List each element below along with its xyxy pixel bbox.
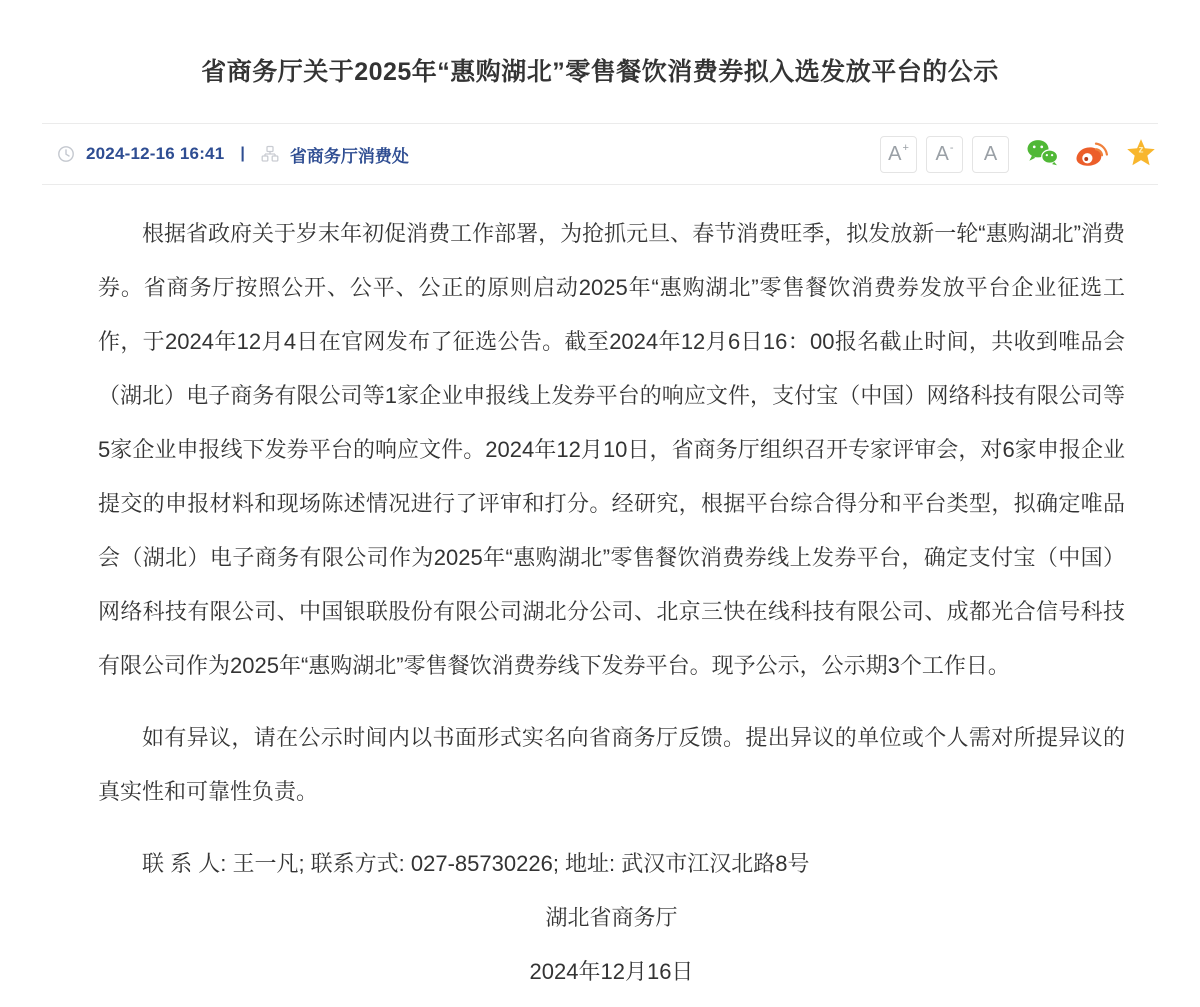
signature: 湖北省商务厅 xyxy=(545,905,678,931)
weibo-share-button[interactable] xyxy=(1076,139,1107,170)
weibo-icon xyxy=(1075,139,1108,170)
qzone-share-button[interactable] xyxy=(1125,139,1156,170)
font-decrease-sup: - xyxy=(949,141,954,154)
font-increase-label: A xyxy=(888,143,902,166)
signature-date: 2024年12月16日 xyxy=(529,959,694,985)
wechat-share-button[interactable] xyxy=(1027,139,1058,170)
meta-left xyxy=(57,142,409,167)
font-default-button[interactable] xyxy=(972,136,1009,173)
article-paragraph-2: 如有异议，请在公示时间内以书面形式实名向省商务厅反馈。提出异议的单位或个人需对所提异议的真实性和可靠性负责。 xyxy=(98,725,1125,805)
meta-bar xyxy=(42,123,1158,185)
font-default-label: A xyxy=(983,143,998,166)
font-decrease-label: A xyxy=(935,143,949,166)
svg-text:z: z xyxy=(1138,144,1143,156)
contact-line: 联 系 人: 王一凡; 联系方式: 027-85730226; 地址: 武汉市江汉北路8号 xyxy=(142,851,810,877)
page-title: 省商务厅关于2025年“惠购湖北”零售餐饮消费券拟入选发放平台的公示 xyxy=(201,58,999,86)
article-paragraph-1: 根据省政府关于岁末年初促消费工作部署，为抢抓元旦、春节消费旺季，拟发放新一轮“惠购湖北”消费券。省商务厅按照公开、公平、公正的原则启动2025年“惠购湖北”零售餐饮消费券发放平台企业征选工作，于2024年12月4日在官网发布了征选公告。截至2024年12月6日16：00报名截止时间，共收到唯品会（湖北）电子商务有限公司等1家企业申报线上发券平台的响应文件，支付宝（中国）网络科技有限公司等5家企业申报线下发券平台的响应文件。2024年12月10日，省商务厅组织召开专家评审会，对6家申报企业提交的申报材料和现场陈述情况进行了评审和打分。经研究，根据平台综合得分和平台类型，拟确定唯品会（湖北）电子商务有限公司作为2025年“惠购湖北”零售餐饮消费券线上发券平台，确定支付宝（中国）网络科技有限公司、中国银联股份有限公司湖北分公司、北京三快在线科技有限公司、成都光合信号科技有限公司作为2025年“惠购湖北”零售餐饮消费券线下发券平台。现予公示，公示期3个工作日。 xyxy=(98,221,1125,679)
department-icon xyxy=(261,145,279,163)
source-link[interactable]: 省商务厅消费处 xyxy=(289,146,409,166)
font-increase-sup: + xyxy=(902,141,909,154)
article-body xyxy=(42,185,1158,999)
clock-icon xyxy=(57,145,75,163)
publish-date: 2024-12-16 16:41 xyxy=(86,144,225,164)
meta-right xyxy=(871,136,1156,173)
font-increase-button[interactable] xyxy=(880,136,917,173)
qzone-icon xyxy=(1126,138,1156,170)
wechat-icon xyxy=(1026,138,1059,170)
font-decrease-button[interactable] xyxy=(926,136,963,173)
meta-separator: | xyxy=(240,145,245,163)
